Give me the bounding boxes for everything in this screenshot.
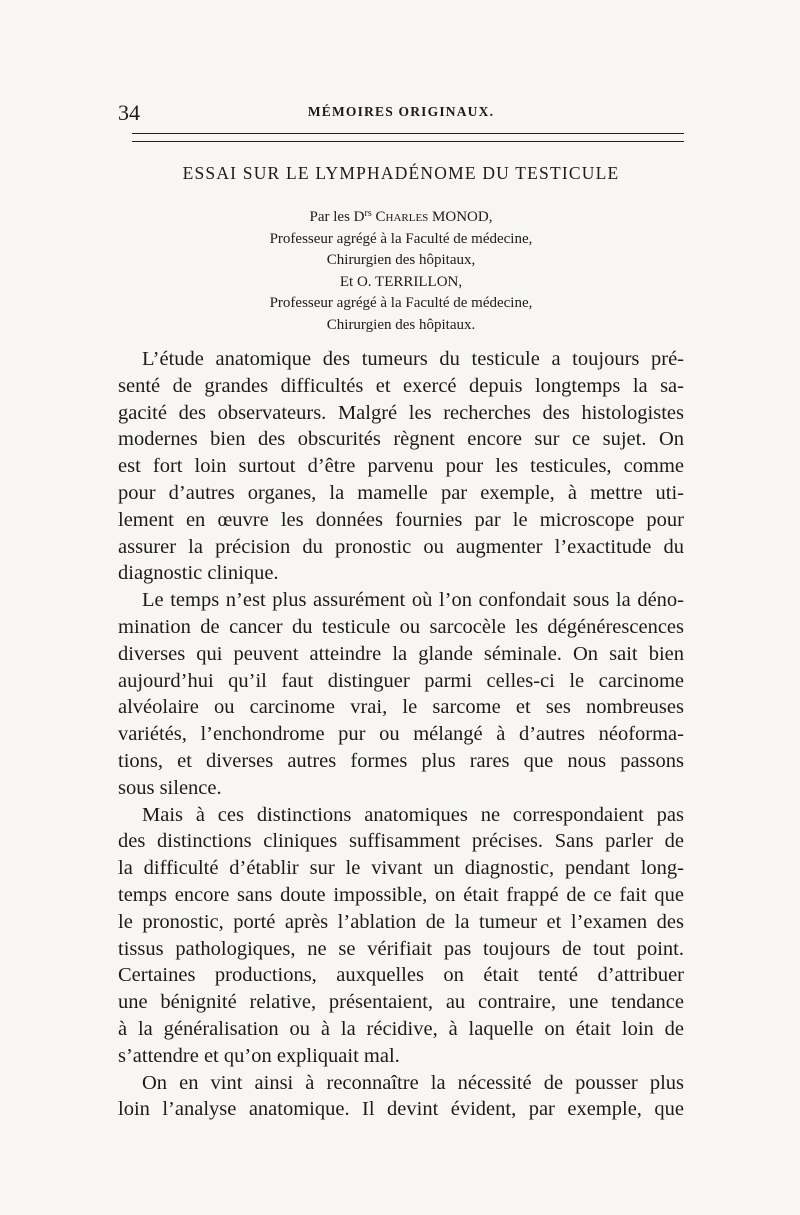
text-line: le pronostic, porté après l’ablation de la tumeur et l’examen des: [118, 910, 684, 933]
byline-line: Chirurgien des hôpitaux.: [326, 316, 476, 333]
article-title: ESSAI SUR LE LYMPHADÉNOME DU TESTICULE: [182, 163, 620, 183]
text-line: L’étude anatomique des tumeurs du testicule a toujours pré-: [142, 348, 684, 370]
author-byline: [118, 203, 684, 336]
text-line: est fort loin surtout d’être parvenu pour les testicules, comme: [118, 455, 684, 478]
page-number: 34: [118, 100, 140, 125]
text-line: modernes bien des obscurités règnent encore sur ce sujet. On: [118, 428, 684, 451]
byline-line: Chirurgien des hôpitaux,: [326, 252, 476, 268]
text-line: pour d’autres organes, la mamelle par exemple, à mettre uti-: [118, 481, 684, 504]
text-line: une bénignité relative, présentaient, au contraire, une tendance: [118, 991, 684, 1014]
text-line: sous silence.: [118, 776, 222, 799]
byline-line: Professeur agrégé à la Faculté de médecine,: [269, 295, 533, 311]
text-line: diagnostic clinique.: [118, 562, 279, 585]
text-line: On en vint ainsi à reconnaître la nécessité de pousser plus: [142, 1071, 684, 1094]
paragraph: [118, 802, 684, 1070]
article-body: [118, 346, 684, 1123]
header-rule: [132, 133, 684, 134]
text-line: tissus pathologiques, ne se vérifiait pas toujours de tout point.: [118, 937, 684, 960]
paragraph: [118, 1070, 684, 1124]
paragraph: [118, 346, 684, 587]
byline-line: Et O. TERRILLON,: [339, 273, 463, 290]
text-line: à la généralisation ou à la récidive, à laquelle on était loin de: [118, 1017, 684, 1040]
text-line: lement en œuvre les données fournies par le microscope pour: [118, 508, 684, 531]
text-line: diverses qui peuvent atteindre la glande séminale. On sait bien: [118, 642, 684, 665]
text-line: s’attendre et qu’on expliquait mal.: [118, 1044, 400, 1067]
text-line: Le temps n’est plus assurément où l’on confondait sous la déno-: [142, 589, 684, 612]
running-head: [118, 100, 684, 128]
text-line: loin l’analyse anatomique. Il devint évident, par exemple, que: [118, 1098, 684, 1121]
text-line: des distinctions cliniques suffisamment précises. Sans parler de: [118, 830, 684, 853]
text-line: la difficulté d’établir sur le vivant un diagnostic, pendant long-: [118, 857, 684, 880]
text-line: gacité des observateurs. Malgré les recherches des histologistes: [118, 401, 684, 424]
byline-line: Professeur agrégé à la Faculté de médecine,: [269, 230, 533, 247]
text-line: alvéolaire ou carcinome vrai, le sarcome et ses nombreuses: [118, 696, 684, 719]
byline-line: Par les $D^{rs}$ Charles MONOD,: [309, 208, 493, 225]
text-line: aujourd’hui qu’il faut distinguer parmi celles-ci le carcinome: [118, 669, 684, 692]
paragraph: [118, 587, 684, 801]
text-line: Certaines productions, auxquelles on était tenté d’attribuer: [118, 964, 684, 987]
text-line: tions, et diverses autres formes plus rares que nous passons: [118, 749, 684, 772]
text-line: temps encore sans doute impossible, on était frappé de ce fait que: [118, 883, 684, 906]
text-line: senté de grandes difficultés et exercé depuis longtemps la sa-: [118, 374, 684, 397]
text-line: variétés, l’enchondrome pur ou mélangé à d’autres néoforma-: [118, 723, 684, 746]
text-line: assurer la précision du pronostic ou augmenter l’exactitude du: [118, 535, 684, 558]
text-line: Mais à ces distinctions anatomiques ne correspondaient pas: [142, 803, 684, 826]
header-rule: [132, 141, 684, 142]
running-title: MÉMOIRES ORIGINAUX.: [307, 104, 495, 119]
text-line: mination de cancer du testicule ou sarcocèle les dégénérescences: [118, 615, 684, 638]
